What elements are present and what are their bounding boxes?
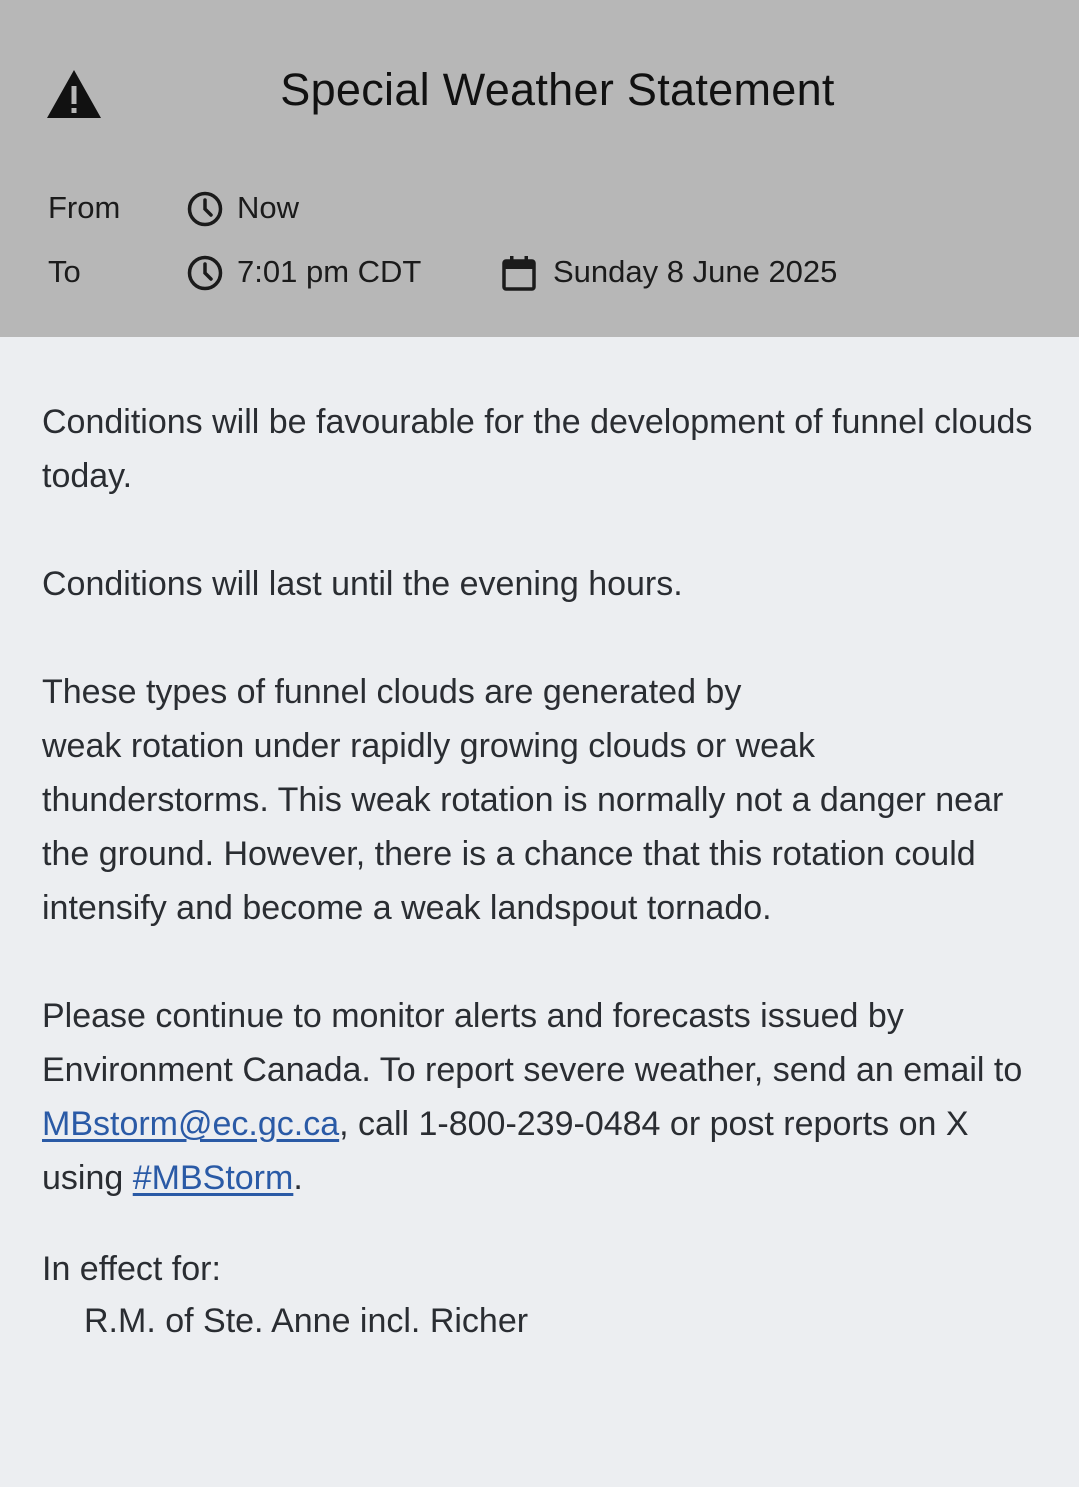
to-date: Sunday 8 June 2025 — [553, 254, 838, 289]
alert-body — [42, 395, 1042, 1347]
from-time: Now — [237, 190, 300, 225]
statement-paragraph: Conditions will be favourable for the development of funnel clouds today. — [42, 403, 1033, 495]
paragraph-text: . — [293, 1159, 303, 1197]
statement-paragraph — [42, 665, 1042, 935]
from-label: From — [48, 190, 121, 225]
alert-header — [0, 0, 1079, 337]
clock-icon — [186, 254, 224, 292]
paragraph-text: Please continue to monitor alerts and forecasts issued by Environment Canada. To report severe weather, send an email to — [42, 997, 1023, 1089]
email-link[interactable]: MBstorm@ec.gc.ca — [42, 1105, 340, 1143]
statement-paragraph: Conditions will last until the evening hours. — [42, 565, 683, 603]
in-effect-area: R.M. of Ste. Anne incl. Richer — [84, 1302, 529, 1340]
calendar-icon — [500, 254, 538, 292]
reporting-paragraph — [42, 989, 1042, 1205]
paragraph-line: These types of funnel clouds are generated by — [42, 673, 742, 711]
clock-icon — [186, 190, 224, 228]
hashtag-link[interactable]: #MBStorm — [132, 1159, 294, 1197]
to-time: 7:01 pm CDT — [237, 254, 422, 289]
paragraph-text: weak rotation under rapidly growing clouds or weak thunderstorms. This weak rotation is normally not a danger near the ground. However, there is a chance that this rotation could intensify and become a weak landspout tornado. — [42, 727, 1004, 927]
alert-title: Special Weather Statement — [280, 64, 835, 115]
to-label: To — [48, 254, 81, 289]
in-effect-label: In effect for: — [42, 1250, 221, 1288]
paragraph-text: , call 1-800-239-0484 or post reports on X using — [42, 1105, 969, 1197]
